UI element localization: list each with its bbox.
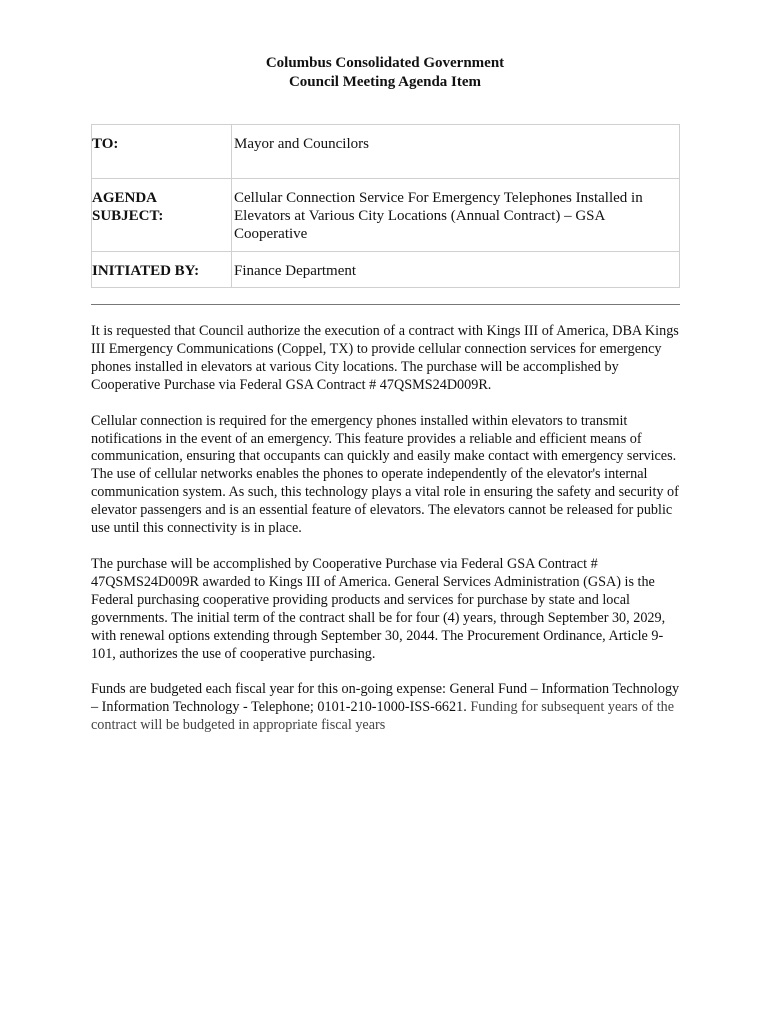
funding-statement: Funds are budgeted each fiscal year for this on-going expense: General Fund – Information Technology – Information Technology - Telephone; 0101-210-1000-ISS-6621. bbox=[91, 681, 680, 716]
document-header bbox=[0, 54, 770, 92]
agenda-meta-table bbox=[91, 124, 680, 288]
to-label: TO: bbox=[92, 125, 232, 179]
agenda-body bbox=[91, 323, 683, 753]
subject-label bbox=[92, 179, 232, 252]
meta-row-subject bbox=[92, 179, 680, 252]
to-value: Mayor and Councilors bbox=[232, 125, 680, 179]
subject-label-line1: AGENDA bbox=[92, 190, 158, 206]
funding-note: Funding for subsequent years of the contract will be budgeted in appropriate fiscal years bbox=[91, 699, 675, 734]
initiated-label: INITIATED BY: bbox=[92, 252, 232, 288]
body-paragraph-request: It is requested that Council authorize the execution of a contract with Kings III of America, DBA Kings III Emergency Communications (Coppel, TX) to provide cellular connection services for emergency phones installed in elevators at various City locations. The purchase will be accomplished by Cooperative Purchase via Federal GSA Contract # 47QSMS24D009R. bbox=[91, 323, 679, 393]
meta-row-initiated bbox=[92, 252, 680, 288]
agenda-item-title: Council Meeting Agenda Item bbox=[288, 74, 482, 90]
body-paragraph-justification: Cellular connection is required for the emergency phones installed within elevators to transmit notifications in the event of an emergency. This feature provides a reliable and efficient means of communication, ensuring that occupants can quickly and easily make contact with emergency services. The use of cellular networks enables the phones to operate independently of the elevator's internal communication system. As such, this technology plays a vital role in ensuring the safety and security of elevator passengers and is an essential feature of elevators. The elevators cannot be released for public use until this connectivity is in place. bbox=[91, 412, 679, 537]
body-paragraph-funding bbox=[91, 681, 683, 735]
subject-label-line2: SUBJECT: bbox=[92, 208, 164, 224]
body-paragraph-procurement: The purchase will be accomplished by Cooperative Purchase via Federal GSA Contract # 47QSMS24D009R awarded to Kings III of America. General Services Administration (GSA) is the Federal purchasing cooperative providing products and services for purchase by state and local governments. The initial term of the contract shall be for four (4) years, through September 30, 2029, with renewal options extending through September 30, 2044. The Procurement Ordinance, Article 9-101, authorizes the use of cooperative purchasing. bbox=[91, 555, 666, 662]
initiated-value: Finance Department bbox=[232, 252, 680, 288]
subject-value: Cellular Connection Service For Emergency Telephones Installed in Elevators at Various City Locations (Annual Contract) – GSA Cooperative bbox=[232, 179, 680, 252]
organization-title: Columbus Consolidated Government bbox=[265, 55, 505, 71]
meta-row-to bbox=[92, 125, 680, 179]
section-divider bbox=[91, 304, 680, 305]
